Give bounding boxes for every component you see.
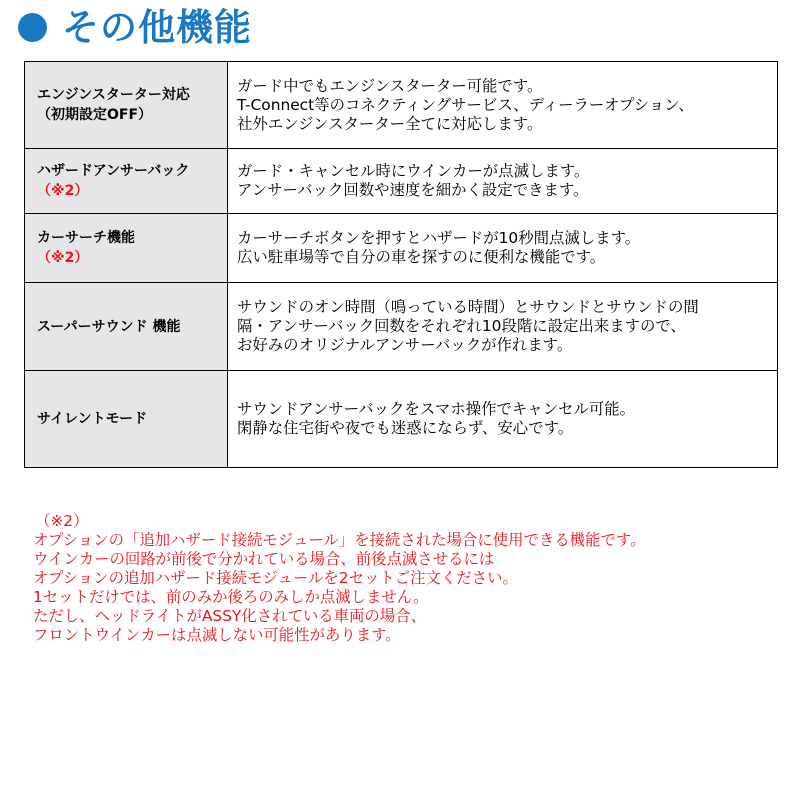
feature-name: スーパーサウンド 機能 bbox=[37, 318, 181, 335]
feature-description-cell bbox=[228, 371, 778, 468]
section-heading bbox=[18, 2, 252, 52]
feature-description-line: T-Connect等のコネクティングサービス、ディーラーオプション、 bbox=[237, 95, 694, 114]
feature-name: エンジンスターター対応 bbox=[37, 87, 190, 103]
feature-description-cell bbox=[228, 283, 778, 371]
feature-description-line: お好みのオリジナルアンサーバックが作れます。 bbox=[237, 336, 573, 354]
footnote bbox=[33, 512, 645, 645]
feature-row-engine-starter bbox=[25, 62, 778, 149]
feature-description-line: サウンドのオン時間（鳴っている時間）とサウンドとサウンドの間 bbox=[237, 298, 699, 316]
feature-name-cell bbox=[25, 371, 228, 468]
bullet-circle-icon bbox=[18, 13, 47, 42]
feature-description-cell bbox=[228, 214, 778, 283]
feature-row-car-search bbox=[25, 214, 778, 283]
feature-name-cell bbox=[25, 149, 228, 214]
feature-description-line: 広い駐車場等で自分の車を探すのに便利な機能です。 bbox=[237, 248, 606, 266]
feature-name-sub: （初期設定OFF） bbox=[37, 107, 153, 123]
page-title: その他機能 bbox=[62, 5, 252, 49]
feature-description-line: アンサーバック回数や速度を細かく設定できます。 bbox=[237, 181, 589, 199]
footnote-reference: （※2） bbox=[35, 512, 89, 530]
feature-row-super-sound bbox=[25, 283, 778, 371]
feature-reference-note: （※2） bbox=[37, 250, 89, 266]
footnote-line: オプションの「追加ハザード接続モジュール」を接続された場合に使用できる機能です。 bbox=[33, 531, 646, 549]
footnote-line: オプションの追加ハザード接続モジュールを2セットご注文ください。 bbox=[33, 569, 518, 587]
feature-name: サイレントモード bbox=[37, 411, 148, 427]
feature-description-cell bbox=[228, 62, 778, 149]
footnote-line: 1セットだけでは、前のみか後ろのみしか点滅しません。 bbox=[33, 588, 429, 606]
feature-description-cell bbox=[228, 149, 778, 214]
feature-name-cell bbox=[25, 283, 228, 371]
feature-description-line: 社外エンジンスターター全てに対応します。 bbox=[237, 114, 543, 133]
feature-description-line: ガード・キャンセル時にウインカーが点滅します。 bbox=[237, 162, 590, 180]
feature-reference-note: （※2） bbox=[37, 183, 89, 199]
feature-description-line: サウンドアンサーバックをスマホ操作でキャンセル可能。 bbox=[237, 400, 636, 418]
footnote-line: フロントウインカーは点滅しない可能性があります。 bbox=[33, 626, 401, 644]
feature-row-silent-mode bbox=[25, 371, 778, 468]
feature-name-cell bbox=[25, 62, 228, 149]
feature-description-line: 閑静な住宅街や夜でも迷惑にならず、安心です。 bbox=[237, 419, 574, 437]
feature-row-hazard-answerback bbox=[25, 149, 778, 214]
feature-description-line: 隔・アンサーバック回数をそれぞれ10段階に設定出来ますので、 bbox=[237, 317, 686, 335]
feature-name: カーサーチ機能 bbox=[37, 230, 135, 246]
footnote-line: ウインカーの回路が前後で分かれている場合、前後点滅させるには bbox=[33, 550, 495, 568]
feature-name-cell bbox=[25, 214, 228, 283]
footnote-line: ただし、ヘッドライトがASSY化されている車両の場合、 bbox=[33, 607, 426, 625]
feature-description-line: ガード中でもエンジンスターター可能です。 bbox=[237, 76, 543, 95]
feature-description-line: カーサーチボタンを押すとハザードが10秒間点滅します。 bbox=[237, 229, 641, 247]
features-table bbox=[24, 61, 778, 468]
feature-name: ハザードアンサーバック bbox=[37, 163, 190, 179]
